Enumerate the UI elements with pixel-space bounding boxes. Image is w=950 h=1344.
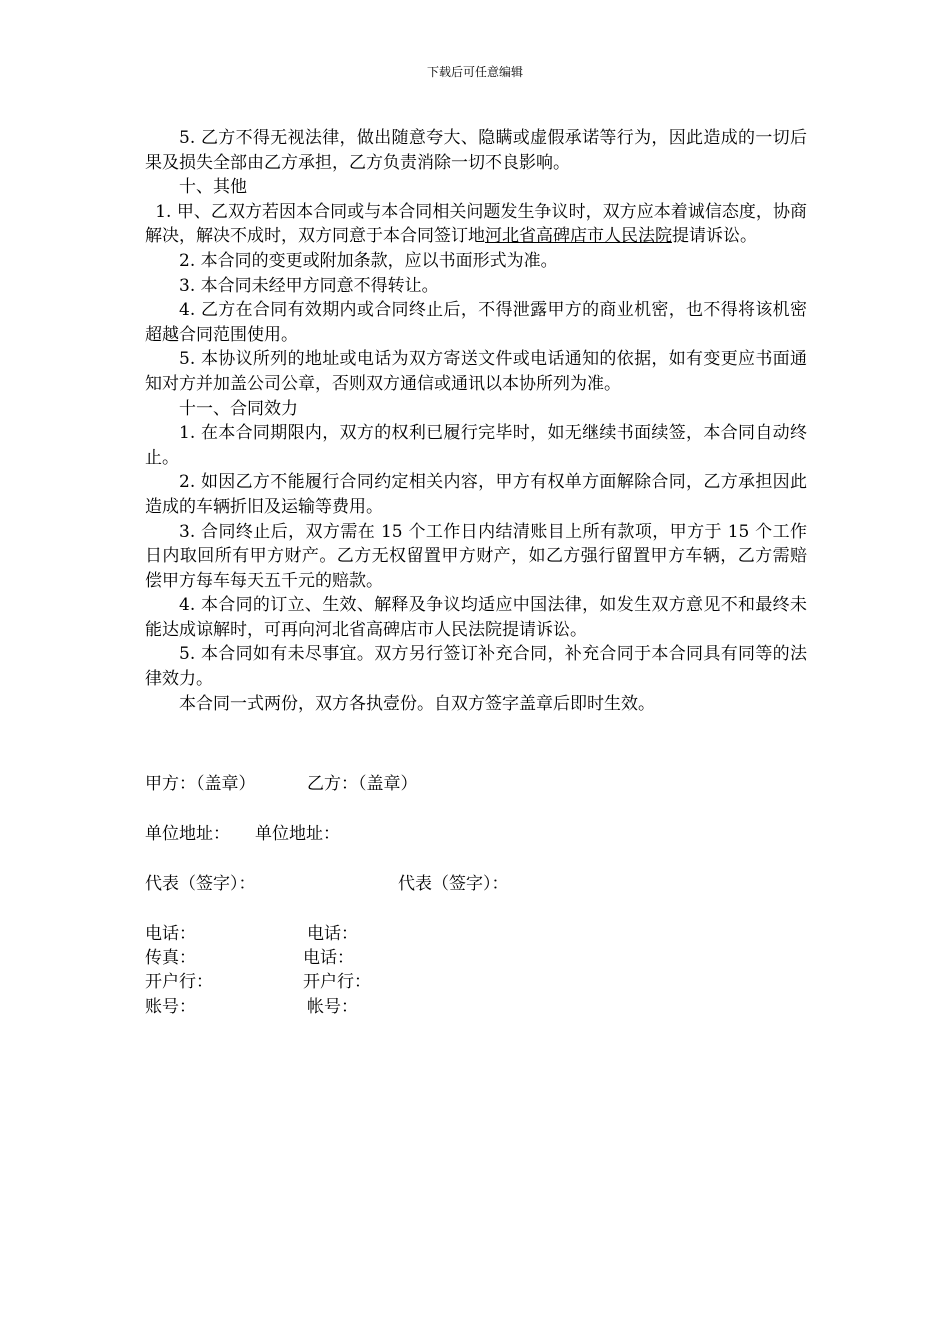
party-a-phone-label: 电话： <box>145 924 196 944</box>
party-b-seal-label: 乙方：（盖章） <box>307 774 418 794</box>
clause-10-2: 2. 本合同的变更或附加条款，应以书面形式为准。 <box>179 250 558 271</box>
clause-10-3: 3. 本合同未经甲方同意不得转让。 <box>179 275 439 296</box>
party-b-phone-label-2: 电话： <box>303 948 354 968</box>
court-name-underlined: 河北省高碑店市人民法院 <box>485 226 672 247</box>
party-b-address-label: 单位地址： <box>255 824 340 844</box>
clause-11-3: 3. 合同终止后，双方需在 15 个工作日内结清账目上所有款项，甲方于 15 个工作日内取回所有甲方财产。乙方无权留置甲方财产，如乙方强行留置甲方车辆，乙方需赔偿甲方每车每天五千元的赔款。 <box>145 521 807 591</box>
party-b-bank-label: 开户行： <box>303 972 371 992</box>
party-a-representative-label: 代表（签字）： <box>145 874 256 894</box>
clause-10-1-tail: 提请诉讼。 <box>672 226 757 247</box>
clause-11-4: 4. 本合同的订立、生效、解释及争议均适应中国法律，如发生双方意见不和最终未能达成谅解时，可再向河北省高碑店市人民法院提请诉讼。 <box>145 595 807 640</box>
page-header: 下载后可任意编辑 <box>426 65 523 79</box>
party-a-account-label: 账号： <box>145 997 196 1017</box>
party-a-bank-label: 开户行： <box>145 972 213 992</box>
party-a-address-label: 单位地址： <box>145 824 230 844</box>
clause-10-5: 5. 本协议所列的地址或电话为双方寄送文件或电话通知的依据，如有变更应书面通知对方并加盖公司公章，否则双方通信或通讯以本协所列为准。 <box>145 349 807 394</box>
clause-10-1 <box>145 200 807 249</box>
party-b-account-label: 帐号： <box>307 997 358 1017</box>
party-a-fax-label: 传真： <box>145 948 196 968</box>
clause-11-2: 2. 如因乙方不能履行合同约定相关内容，甲方有权单方面解除合同，乙方承担因此造成的车辆折旧及运输等费用。 <box>145 472 807 517</box>
clause-10-4: 4. 乙方在合同有效期内或合同终止后，不得泄露甲方的商业机密，也不得将该机密超越合同范围使用。 <box>145 300 807 345</box>
party-a-seal-label: 甲方：（盖章） <box>145 774 256 794</box>
party-b-representative-label: 代表（签字）： <box>398 874 509 894</box>
party-b-phone-label: 电话： <box>307 924 358 944</box>
clause-10-1-text: 1. 甲、乙双方若因本合同或与本合同相关问题发生争议时，双方应本着诚信态度，协商解决，解决不成时，双方同意于本合同签订地 <box>145 201 807 247</box>
clause-9-5: 5. 乙方不得无视法律，做出随意夸大、隐瞒或虚假承诺等行为，因此造成的一切后果及损失全部由乙方承担，乙方负责消除一切不良影响。 <box>145 128 807 173</box>
closing-statement: 本合同一式两份，双方各执壹份。自双方签字盖章后即时生效。 <box>179 693 655 714</box>
clause-11-5: 5. 本合同如有未尽事宜。双方另行签订补充合同，补充合同于本合同具有同等的法律效力。 <box>145 644 807 690</box>
clause-11-1: 1. 在本合同期限内，双方的权利已履行完毕时，如无继续书面续签，本合同自动终止。 <box>145 423 807 468</box>
contract-body <box>145 126 807 716</box>
section-10-heading: 十、其他 <box>179 177 247 198</box>
section-11-heading: 十一、合同效力 <box>179 398 298 419</box>
